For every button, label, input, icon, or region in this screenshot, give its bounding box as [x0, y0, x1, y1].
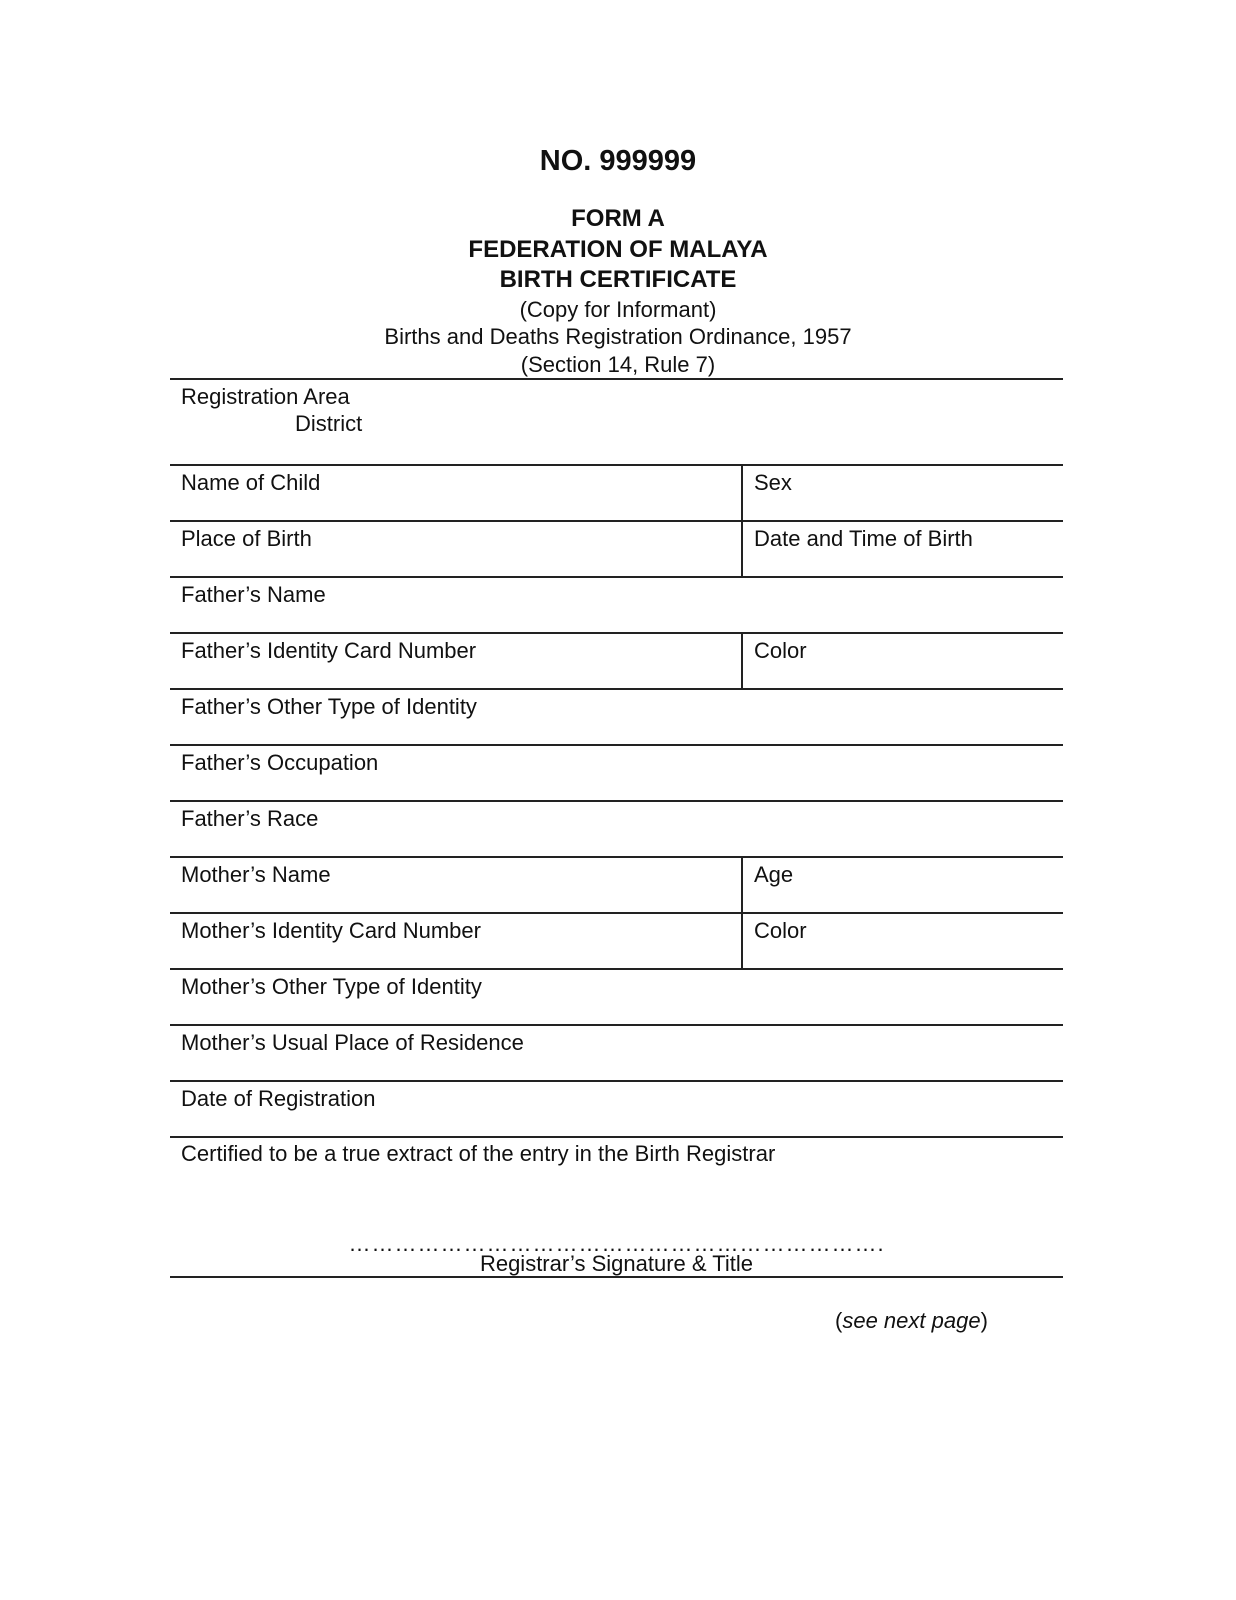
open-paren: ( [835, 1308, 843, 1333]
date-time-of-birth-label: Date and Time of Birth [754, 526, 973, 551]
date-of-registration-label: Date of Registration [181, 1086, 376, 1111]
place-of-birth-label: Place of Birth [170, 522, 743, 576]
mother-ic-label: Mother’s Identity Card Number [170, 914, 743, 968]
heading-block [0, 204, 1236, 378]
mother-color-label: Color [754, 918, 807, 943]
mother-name-label: Mother’s Name [170, 858, 743, 912]
row-father-occupation [170, 746, 1063, 802]
row-mother-ic [170, 914, 1063, 970]
row-father-other-id [170, 690, 1063, 746]
mother-age-label: Age [754, 862, 794, 887]
row-date-of-registration [170, 1082, 1063, 1138]
registration-area-label: Registration Area [181, 384, 350, 409]
row-name-of-child [170, 466, 1063, 522]
certification-statement: Certified to be a true extract of the entry in the Birth Registrar [181, 1141, 776, 1166]
see-next-page-text: see next page [842, 1308, 981, 1333]
row-mother-other-id [170, 970, 1063, 1026]
row-father-race [170, 802, 1063, 858]
row-father-name [170, 578, 1063, 634]
certificate-title: BIRTH CERTIFICATE [499, 266, 737, 293]
certificate-number: NO. 999999 [539, 145, 697, 177]
ordinance-reference: Births and Deaths Registration Ordinance, 1957 [384, 324, 852, 349]
mother-residence-label: Mother’s Usual Place of Residence [181, 1030, 524, 1055]
father-occupation-label: Father’s Occupation [181, 750, 379, 775]
father-ic-label: Father’s Identity Card Number [170, 634, 743, 688]
name-of-child-label: Name of Child [170, 466, 743, 520]
certificate-form [170, 378, 1063, 1278]
row-place-of-birth [170, 522, 1063, 578]
section-reference: (Section 14, Rule 7) [520, 351, 716, 377]
row-registration-area [170, 380, 1063, 466]
row-mother-name [170, 858, 1063, 914]
father-other-id-label: Father’s Other Type of Identity [181, 694, 477, 719]
row-mother-residence [170, 1026, 1063, 1082]
sex-label: Sex [754, 470, 792, 495]
copy-note: (Copy for Informant) [519, 296, 717, 322]
row-father-ic [170, 634, 1063, 690]
mother-other-id-label: Mother’s Other Type of Identity [181, 974, 482, 999]
signature-dotted-line: ……………………………………………………………. [348, 1231, 885, 1256]
father-race-label: Father’s Race [181, 806, 319, 831]
form-name: FORM A [571, 205, 665, 232]
father-name-label: Father’s Name [181, 582, 326, 607]
father-color-label: Color [754, 638, 807, 663]
district-label: District [295, 411, 363, 436]
see-next-page-note [835, 1308, 988, 1334]
close-paren: ) [980, 1308, 988, 1333]
registrar-signature-label: Registrar’s Signature & Title [479, 1251, 754, 1276]
federation-title: FEDERATION OF MALAYA [468, 235, 768, 263]
row-certification [170, 1138, 1063, 1278]
